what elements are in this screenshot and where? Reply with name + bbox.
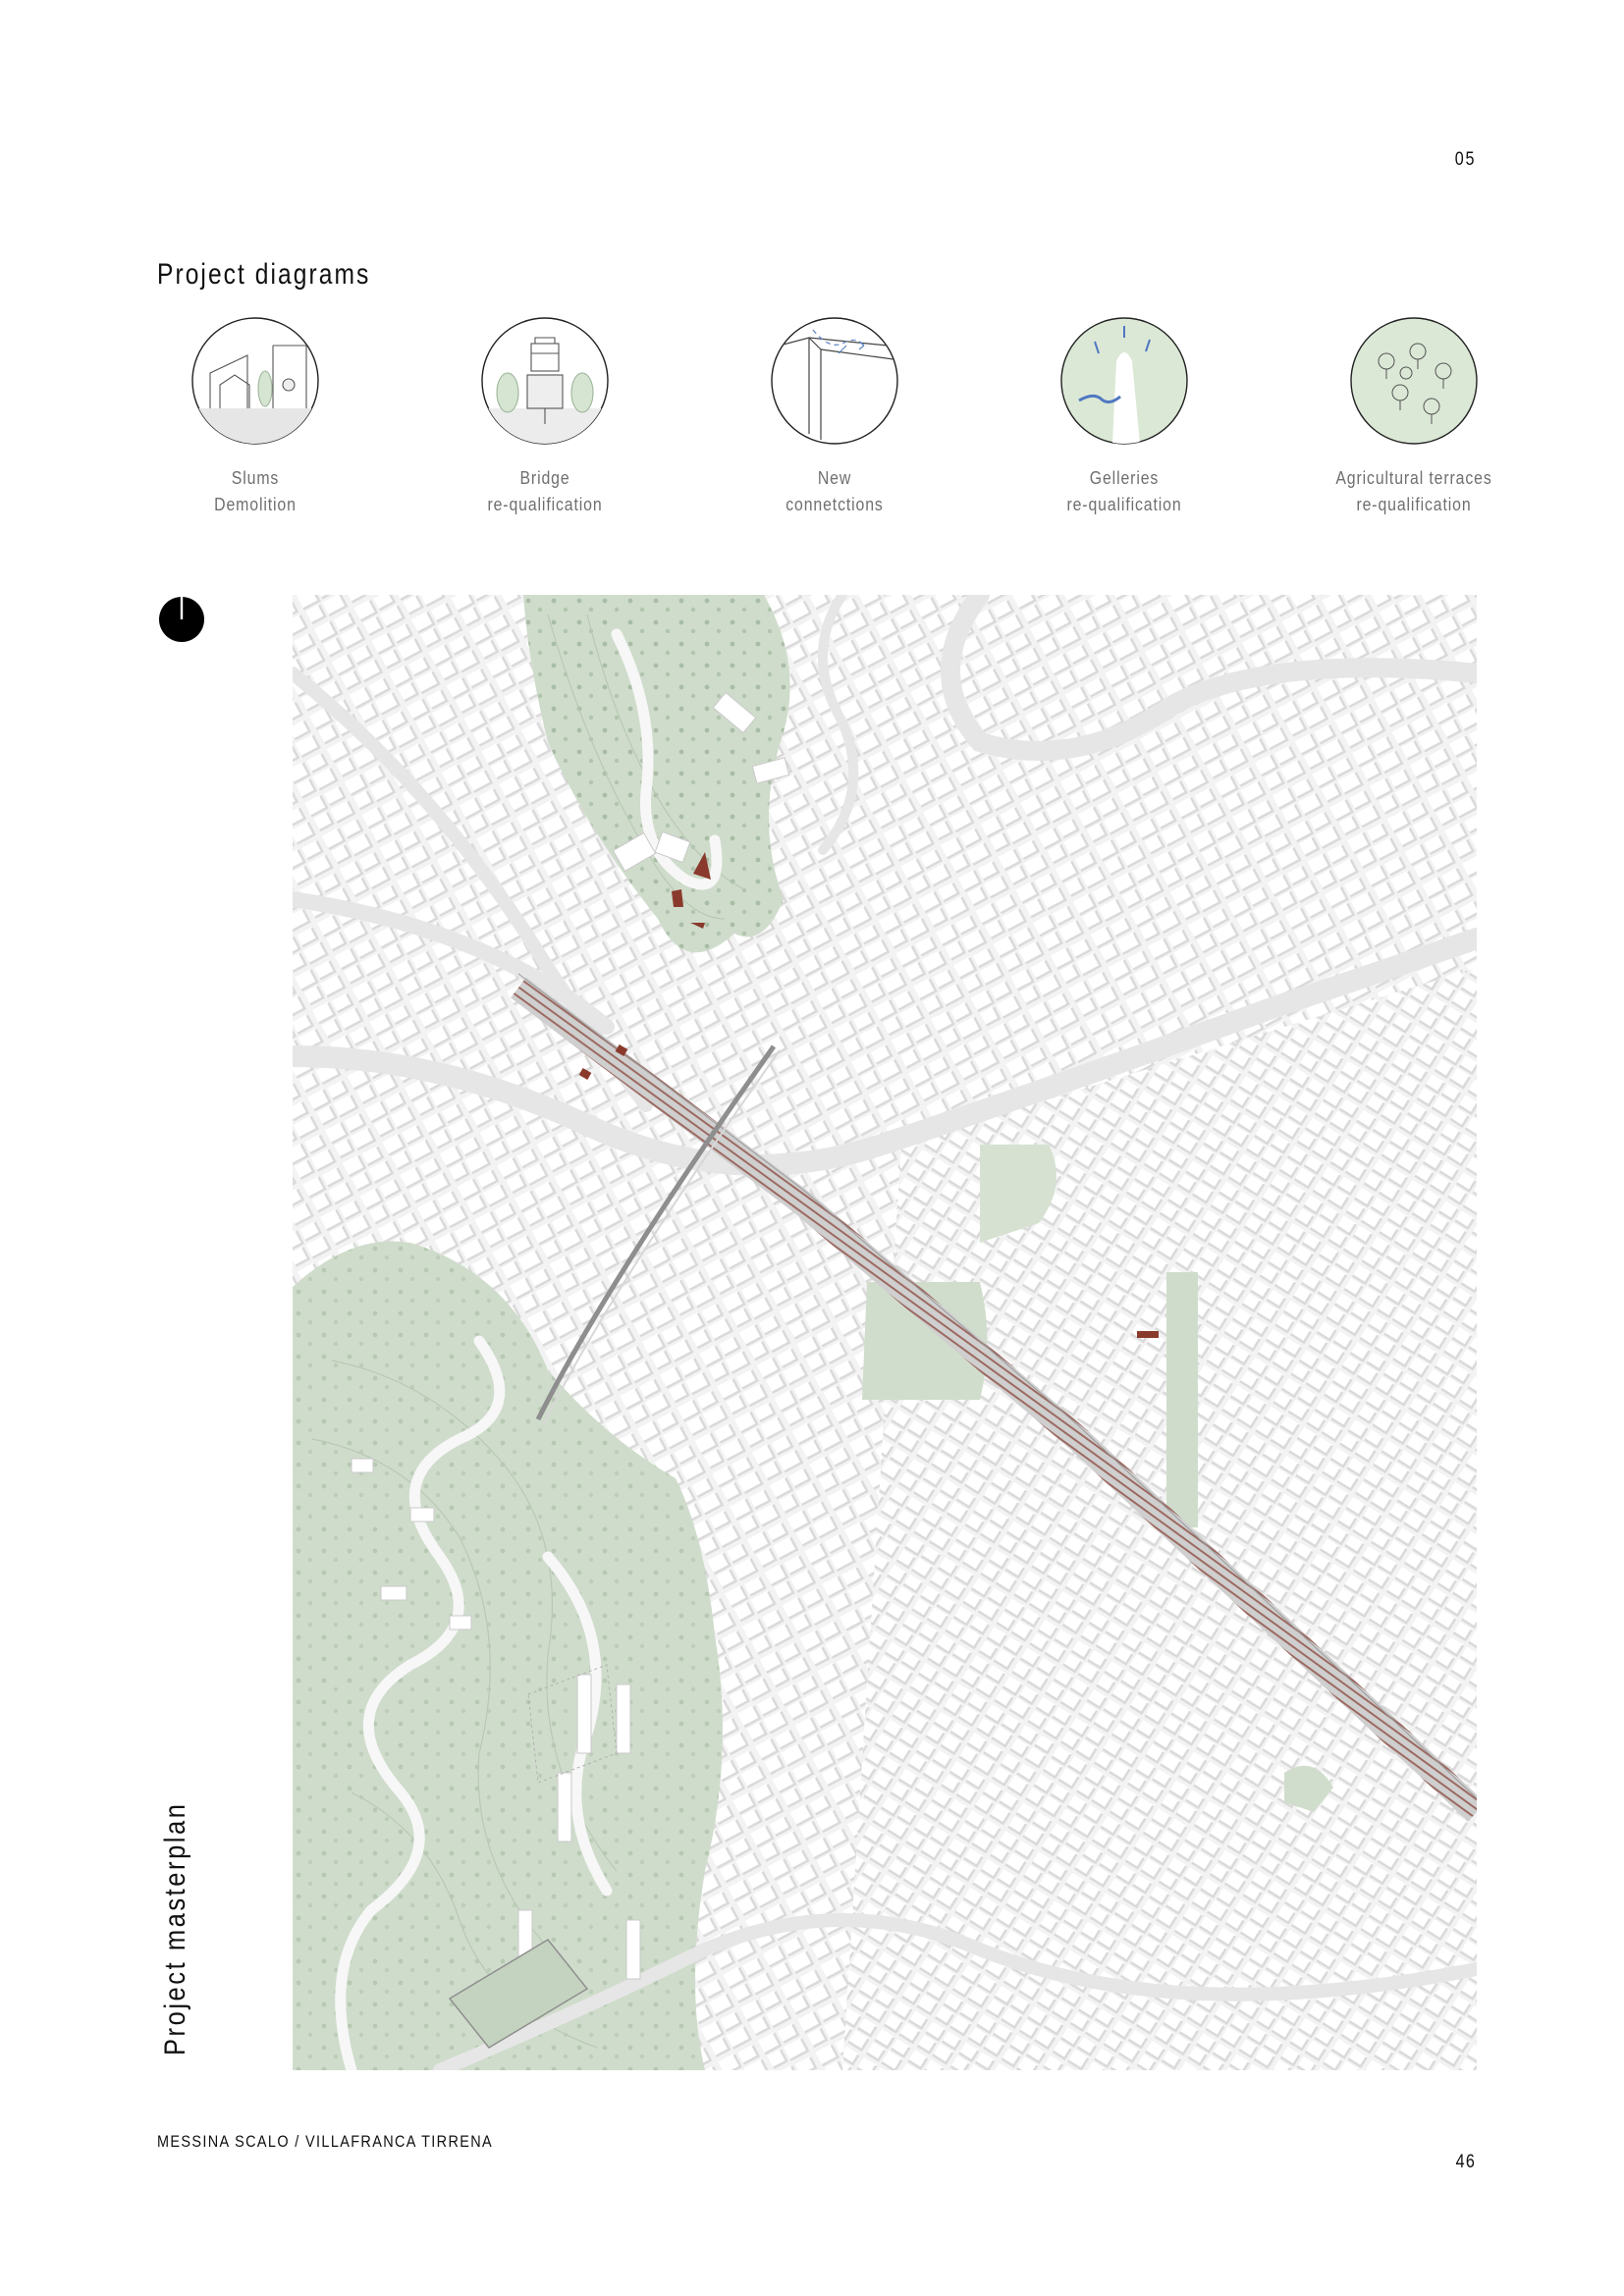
diagram-label-line2: re-qualification <box>1066 495 1182 514</box>
diagram-item <box>707 316 962 518</box>
north-arrow-icon <box>158 596 205 643</box>
terraces-icon <box>1349 316 1479 446</box>
diagram-row <box>152 316 1492 532</box>
diagram-item <box>417 316 673 518</box>
diagram-label-line1: Agricultural terraces <box>1335 468 1492 488</box>
slums-demolition-icon <box>190 316 320 446</box>
bridge-icon <box>480 316 610 446</box>
diagram-item <box>997 316 1252 518</box>
galleries-icon <box>1059 316 1189 446</box>
diagram-label-line2: re-qualification <box>1356 495 1472 514</box>
masterplan-drawing <box>293 595 1477 2070</box>
diagram-label-line1: Gelleries <box>1089 468 1160 488</box>
diagram-label-line2: connetctions <box>785 495 884 514</box>
masterplan-map <box>293 595 1477 2070</box>
diagram-label-line1: Bridge <box>519 468 570 488</box>
diagram-label-line1: Slums <box>231 468 280 488</box>
connections-icon <box>770 316 899 446</box>
chapter-number: 05 <box>1454 149 1476 170</box>
masterplan-title: Project masterplan <box>159 1801 191 2056</box>
diagram-label-line1: New <box>817 468 852 488</box>
page-number: 46 <box>1455 2152 1476 2172</box>
diagram-item <box>128 316 383 518</box>
diagram-label-line2: re-qualification <box>487 495 603 514</box>
diagram-label-line2: Demolition <box>214 495 297 514</box>
section-title: Project diagrams <box>157 257 371 291</box>
diagram-item <box>1286 316 1542 518</box>
footer-location: MESSINA SCALO / VILLAFRANCA TIRRENA <box>157 2132 494 2151</box>
